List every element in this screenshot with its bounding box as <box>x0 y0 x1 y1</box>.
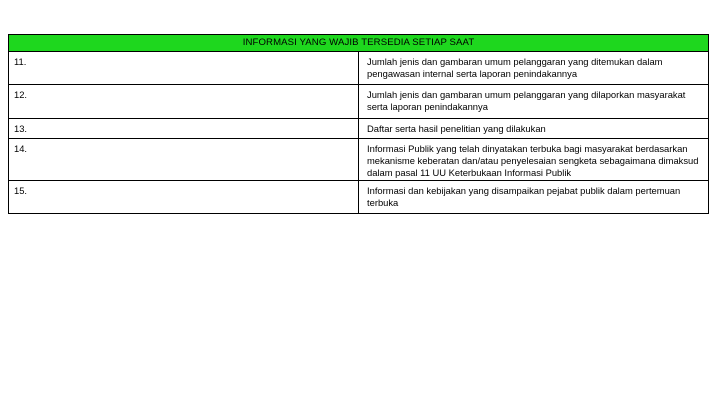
row-number: 11. <box>9 52 359 85</box>
table-row <box>9 85 709 119</box>
table-row <box>9 119 709 139</box>
row-text: Jumlah jenis dan gambaran umum pelanggaran yang dilaporkan masyarakat serta laporan penindakannya <box>359 85 709 119</box>
information-table-container <box>8 34 709 214</box>
row-number: 12. <box>9 85 359 119</box>
table-header: INFORMASI YANG WAJIB TERSEDIA SETIAP SAAT <box>9 35 709 52</box>
row-text: Informasi Publik yang telah dinyatakan terbuka bagi masyarakat berdasarkan mekanisme keberatan dan/atau penyelesaian sengketa sebagaimana dimaksud dalam pasal 11 UU Keterbukaan Informasi Publik <box>359 139 709 181</box>
information-table <box>8 34 709 214</box>
row-text: Informasi dan kebijakan yang disampaikan pejabat publik dalam pertemuan terbuka <box>359 181 709 214</box>
table-row <box>9 181 709 214</box>
row-text: Jumlah jenis dan gambaran umum pelanggaran yang ditemukan dalam pengawasan internal serta laporan penindakannya <box>359 52 709 85</box>
row-number: 13. <box>9 119 359 139</box>
table-row <box>9 139 709 181</box>
row-text: Daftar serta hasil penelitian yang dilakukan <box>359 119 709 139</box>
table-row <box>9 52 709 85</box>
row-number: 14. <box>9 139 359 181</box>
table-header-row <box>9 35 709 52</box>
row-number: 15. <box>9 181 359 214</box>
